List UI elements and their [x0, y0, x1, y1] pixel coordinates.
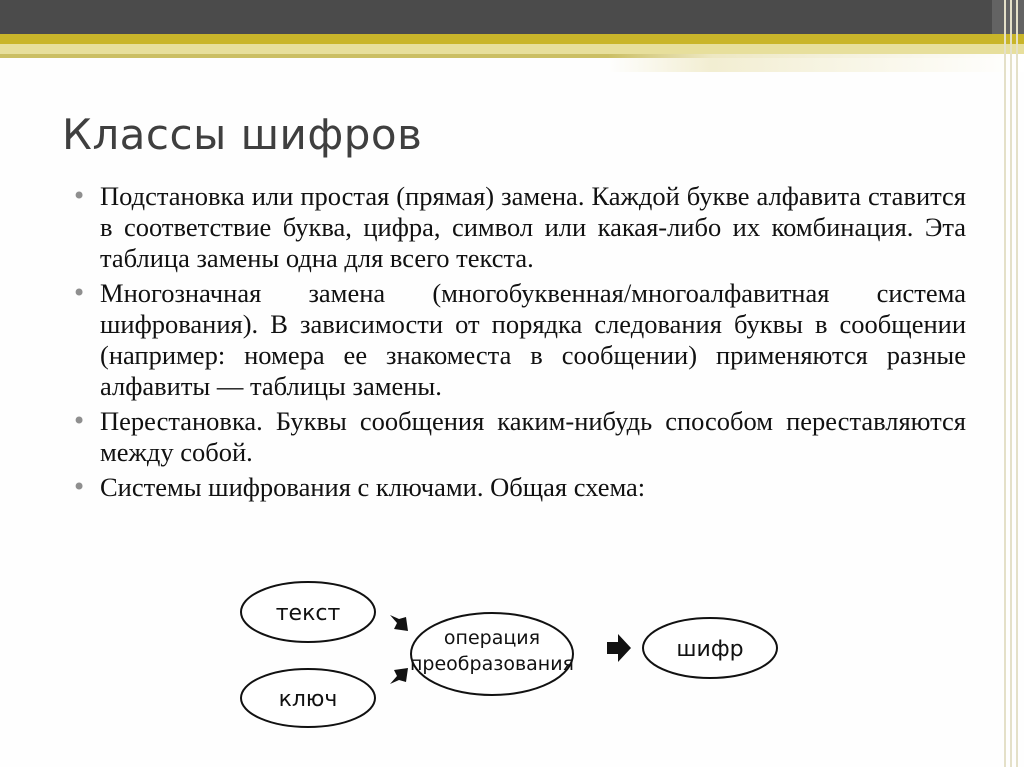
operation-label-line1: операция — [443, 627, 541, 649]
right-border-stripe — [1016, 0, 1018, 767]
bullet-item — [72, 278, 966, 402]
bullet-list — [72, 181, 966, 507]
top-accent-bar — [0, 34, 1024, 44]
bullet-dot-icon: • — [72, 473, 87, 501]
arrow-icon — [390, 668, 408, 684]
cipher-scheme-diagram — [230, 580, 790, 730]
operation-label-line2: преобразования — [410, 653, 574, 675]
bullet-dot-icon: • — [72, 407, 87, 435]
top-gloss — [608, 54, 1024, 72]
arrow-icon — [607, 634, 631, 662]
bullet-text: Многозначная замена (многобуквенная/многоалфавитная система шифрования). В зависимости от порядка следования буквы в сообщении (например: номера ее знакоместа в сообщении) применяются разные алфавиты — таблицы замены. — [100, 278, 966, 401]
key-node-label: ключ — [278, 687, 338, 712]
slide-title: Классы шифров — [62, 110, 423, 159]
bullet-text: Подстановка или простая (прямая) замена. Каждой букве алфавита ставится в соответствие буква, цифра, символ или какая-либо их комбинация. Эта таблица замены одна для всего текста. — [100, 181, 966, 273]
right-border-stripe — [1004, 0, 1006, 767]
bullet-text: Системы шифрования с ключами. Общая схема: — [100, 472, 646, 502]
bullet-item — [72, 181, 966, 274]
bullet-item — [72, 472, 966, 503]
right-border-stripe — [1010, 0, 1012, 767]
cipher-node-label: шифр — [676, 637, 744, 662]
bullet-dot-icon: • — [72, 182, 87, 210]
bullet-text: Перестановка. Буквы сообщения каким-нибудь способом переставляются между собой. — [100, 406, 966, 467]
diagram-svg — [230, 580, 790, 730]
arrow-icon — [390, 615, 408, 631]
text-node-label: текст — [275, 601, 341, 626]
top-dark-bar — [0, 0, 1024, 34]
top-right-dark-block — [992, 0, 1024, 34]
bullet-item — [72, 406, 966, 468]
bullet-dot-icon: • — [72, 279, 87, 307]
top-light-accent-bar — [0, 44, 1024, 54]
